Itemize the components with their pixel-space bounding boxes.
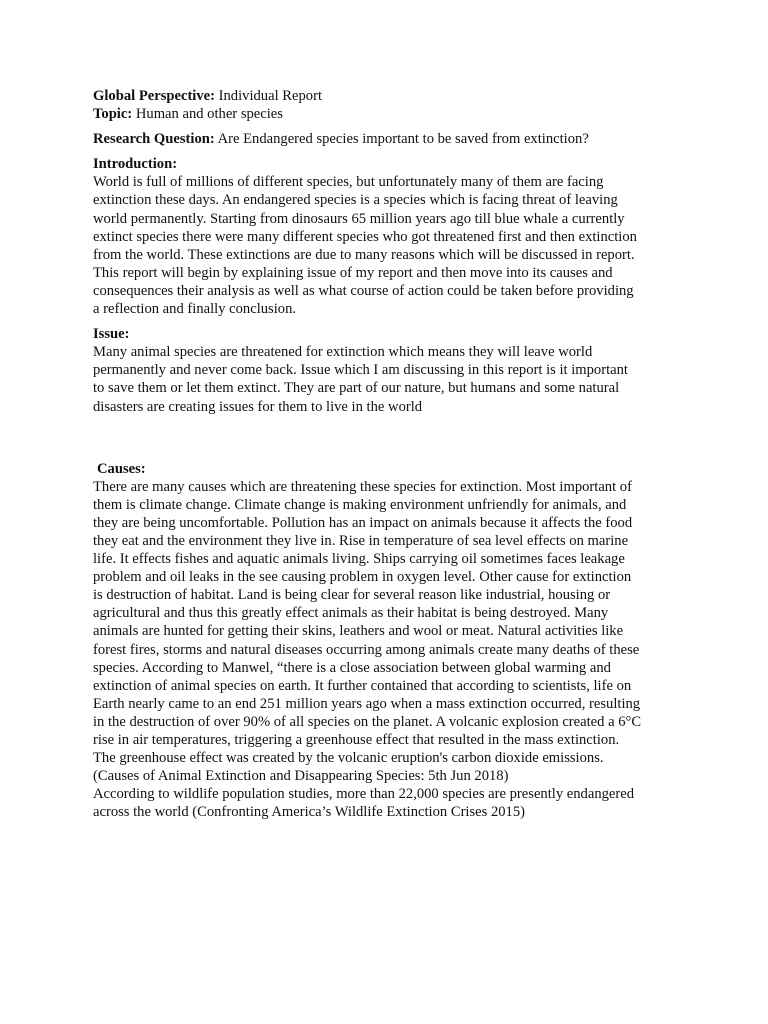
paragraph-line: forest fires, storms and natural diseases occurring among animals create many deaths of these [93, 641, 640, 658]
introduction-heading-text: Introduction: [93, 156, 178, 173]
report-type-value: Individual Report [215, 88, 323, 104]
report-type-line [93, 87, 678, 105]
paragraph-line: they eat and the environment they live in. Rise in temperature of sea level effects on marine [93, 532, 629, 549]
paragraph-line: World is full of millions of different species, but unfortunately many of them are facing [93, 174, 604, 191]
issue-paragraph [93, 343, 678, 415]
spacer [93, 123, 678, 130]
topic-label: Topic: [93, 106, 133, 123]
paragraph-line: from the world. These extinctions are due to many reasons which will be discussed in report. [93, 246, 635, 263]
paragraph-line: they are being uncomfortable. Pollution has an impact on animals because it affects the food [93, 514, 633, 531]
paragraph-line: extinction these days. An endangered species is a species which is facing threat of leaving [93, 192, 618, 209]
paragraph-line: is destruction of habitat. Land is being clear for several reason like industrial, housing or [93, 587, 611, 604]
causes-heading [93, 460, 678, 478]
paragraph-line: animals are hunted for getting their skins, leathers and wool or meat. Natural activities like [93, 623, 624, 640]
paragraph-line: extinct species there were many different species who got threatened first and then extinction [93, 228, 637, 245]
issue-heading [93, 325, 678, 343]
paragraph-line: in the destruction of over 90% of all species on the planet. A volcanic explosion created a 6°C [93, 713, 642, 730]
paragraph-line: Many animal species are threatened for extinction which means they will leave world [93, 344, 593, 361]
paragraph-line: permanently and never come back. Issue which I am discussing in this report is it important [93, 362, 628, 379]
paragraph-line: There are many causes which are threatening these species for extinction. Most important of [93, 478, 632, 495]
research-question-label: Research Question: [93, 131, 215, 148]
introduction-heading [93, 155, 678, 173]
paragraph-line: across the world (Confronting America’s Wildlife Extinction Crises 2015) [93, 804, 526, 821]
paragraph-line: to save them or let them extinct. They are part of our nature, but humans and some natural [93, 380, 620, 397]
paragraph-line: life. It effects fishes and aquatic animals living. Ships carrying oil sometimes faces leakage [93, 551, 625, 568]
paragraph-line: world permanently. Starting from dinosaurs 65 million years ago till blue whale a currently [93, 210, 625, 227]
spacer [93, 318, 678, 325]
paragraph-line: disasters are creating issues for them to live in the world [93, 398, 423, 415]
paragraph-line: problem and oil leaks in the see causing problem in oxygen level. Other cause for extinction [93, 569, 632, 586]
paragraph-line: them is climate change. Climate change is making environment unfriendly for animals, and [93, 496, 627, 513]
spacer [93, 148, 678, 155]
paragraph-line: extinction of animal species on earth. It further contained that according to scientists, life on [93, 677, 632, 694]
introduction-paragraph [93, 173, 678, 318]
paragraph-line: rise in air temperatures, triggering a greenhouse effect that resulted in the mass extinction. [93, 732, 620, 748]
paragraph-line: agricultural and thus this greatly effect animals as their habitat is being destroyed. Many [93, 605, 609, 622]
paragraph-line: Earth nearly came to an end 251 million years ago when a mass extinction occurred, resulting [93, 695, 641, 712]
causes-paragraph [93, 478, 678, 822]
issue-heading-text: Issue: [93, 326, 130, 343]
report-body [93, 87, 678, 821]
paragraph-line: According to wildlife population studies, more than 22,000 species are presently endangered [93, 786, 635, 803]
spacer [93, 416, 678, 460]
topic-value: Human and other species [132, 106, 283, 123]
paragraph-line: consequences their analysis as well as what course of action could be taken before providing [93, 282, 634, 299]
research-question-value: Are Endangered species important to be saved from extinction? [214, 131, 589, 148]
causes-heading-text: Causes: [97, 460, 146, 477]
paragraph-line: species. According to Manwel, “there is a close association between global warming and [93, 659, 611, 676]
paragraph-line: The greenhouse effect was created by the volcanic eruption's carbon dioxide emissions. [93, 750, 604, 767]
report-type-label: Global Perspective: [93, 88, 215, 104]
topic-line [93, 105, 678, 123]
paragraph-line: a reflection and finally conclusion. [93, 301, 297, 318]
paragraph-line: This report will begin by explaining issue of my report and then move into its causes and [93, 264, 613, 281]
paragraph-line: (Causes of Animal Extinction and Disappearing Species: 5th Jun 2018) [93, 768, 509, 785]
research-question-line [93, 130, 678, 148]
